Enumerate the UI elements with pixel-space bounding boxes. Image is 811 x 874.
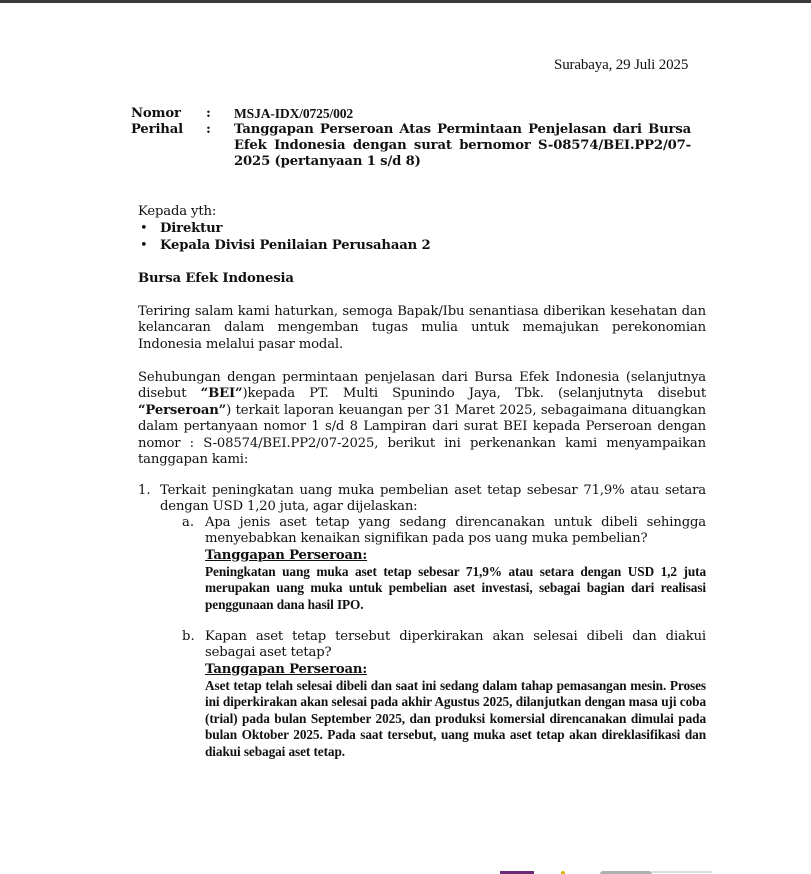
bullet-icon: •	[140, 238, 148, 253]
greeting-paragraph: Teriring salam kami haturkan, semoga Bapak/Ibu senantiasa diberikan kesehatan dan kelancaran dalam mengemban tugas mulia untuk memajukan perekonomian Indonesia melalui pasar modal.	[138, 304, 706, 352]
intro-bold-perseroan: “Perseroan”	[138, 402, 227, 418]
place-date: Surabaya, 29 Juli 2025	[554, 57, 689, 73]
intro-text-2: )kepada PT. Multi Spunindo Jaya, Tbk. (selanjutnyta disebut	[242, 386, 706, 402]
sub-question-a-text: Apa jenis aset tetap yang sedang direncanakan untuk dibeli sehingga menyebabkan kenaikan signifikan pada pos uang muka pembelian?	[205, 515, 706, 547]
perihal-colon: :	[206, 122, 211, 137]
nomor-value: MSJA-IDX/0725/002	[234, 106, 354, 121]
salutation: Kepada yth:	[138, 204, 217, 219]
intro-paragraph	[138, 370, 706, 468]
sub-question-letter-a: a.	[182, 515, 195, 530]
recipient-organization: Bursa Efek Indonesia	[138, 271, 294, 286]
bullet-icon: •	[140, 221, 148, 236]
nomor-colon: :	[206, 106, 211, 121]
intro-text-3: ) terkait laporan keuangan per 31 Maret 2025, sebagaimana dituangkan dalam pertanyaan nomor 1 s/d 8 Lampiran dari surat BEI kepada Perseroan dengan nomor : S-08574/BEI.PP2/07-2025, berikut ini perkenankan kami menyampaikan tanggapan kami:	[138, 402, 706, 468]
recipient-item-direktur: Direktur	[160, 221, 223, 236]
response-a-text: Peningkatan uang muka aset tetap sebesar 71,9% atau setara dengan USD 1,2 juta merupakan uang muka untuk pembelian aset investasi, sebagai bagian dari realisasi penggunaan dana hasil IPO.	[205, 564, 706, 612]
recipient-item-kepala-divisi: Kepala Divisi Penilaian Perusahaan 2	[160, 238, 431, 253]
intro-text-1: Sehubungan dengan permintaan penjelasan dari Bursa Efek Indonesia (selanjutnya disebut	[138, 370, 706, 402]
question-number: 1.	[138, 483, 151, 498]
perihal-line-2: Efek Indonesia dengan surat bernomor S-08574/BEI.PP2/07-	[234, 138, 691, 153]
perihal-line-1: Tanggapan Perseroan Atas Permintaan Penjelasan dari Bursa	[234, 122, 691, 137]
perihal-label: Perihal	[131, 122, 184, 137]
nomor-label: Nomor	[131, 106, 181, 121]
question-1-text: Terkait peningkatan uang muka pembelian aset tetap sebesar 71,9% atau setara dengan USD 1,20 juta, agar dijelaskan:	[160, 483, 706, 515]
perihal-line-3: 2025 (pertanyaan 1 s/d 8)	[234, 154, 421, 169]
intro-bold-bei: “BEI”	[200, 386, 243, 402]
response-label-b: Tanggapan Perseroan:	[205, 662, 368, 677]
response-label-a: Tanggapan Perseroan:	[205, 548, 368, 563]
sub-question-letter-b: b.	[182, 629, 195, 644]
sub-question-b-text: Kapan aset tetap tersebut diperkirakan akan selesai dibeli dan diakui sebagai aset tetap?	[205, 629, 706, 661]
response-b-text: Aset tetap telah selesai dibeli dan saat ini sedang dalam tahap pemasangan mesin. Proses ini diperkirakan akan selesai pada akhir Agustus 2025, dilanjutkan dengan masa uji coba (trial) pada bulan September 2025, dan produksi komersial direncanakan dimulai pada bulan Oktober 2025. Pada saat tersebut, uang muka aset tetap akan direklasifikasi dan diakui sebagai aset tetap.	[205, 678, 706, 759]
